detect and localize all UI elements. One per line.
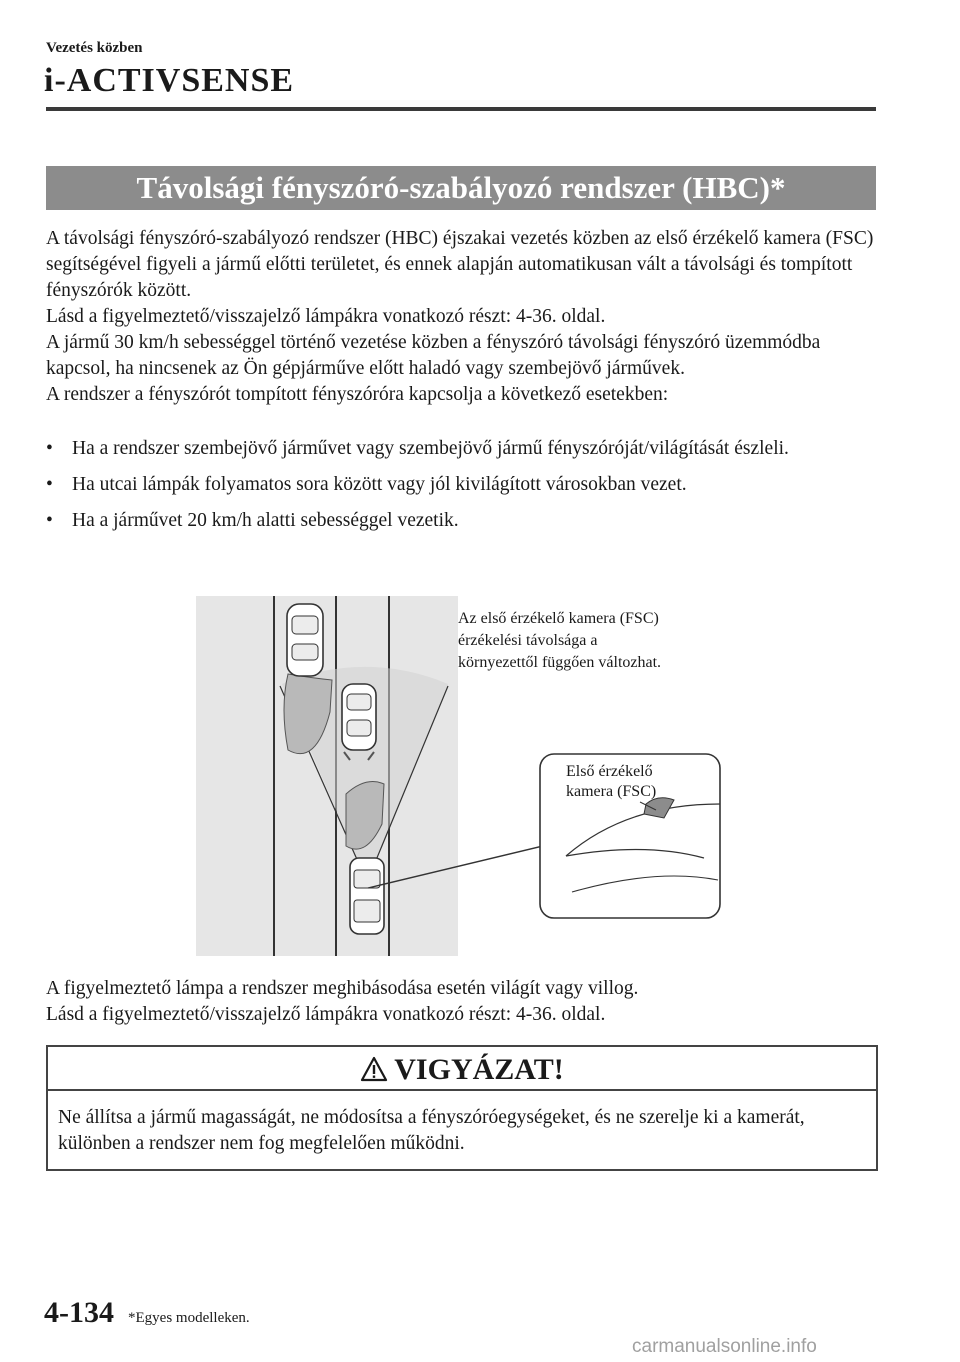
condition-list bbox=[46, 436, 876, 544]
chapter-rule bbox=[46, 107, 876, 111]
section-label: Vezetés közben bbox=[46, 40, 143, 56]
own-vehicle bbox=[350, 858, 384, 934]
list-item-text: Ha utcai lámpák folyamatos sora között vagy jól kivilágított városokban vezet. bbox=[72, 474, 687, 495]
bullet-icon: • bbox=[46, 510, 53, 531]
footnote: *Egyes modelleken. bbox=[128, 1310, 250, 1326]
watermark: carmanualsonline.info bbox=[632, 1336, 817, 1357]
caution-text: Ne állítsa a jármű magasságát, ne módosítsa a fényszóróegységeket, és ne szerelje ki a kamerát, különben a rendszer nem fog megfelelően működni. bbox=[58, 1107, 805, 1154]
list-item bbox=[46, 472, 876, 498]
warning-lamp-text bbox=[46, 976, 876, 1028]
caution-heading-text: VIGYÁZAT! bbox=[394, 1053, 564, 1086]
paragraph: Lásd a figyelmeztető/visszajelző lámpákra vonatkozó részt: 4-36. oldal. bbox=[46, 306, 606, 327]
paragraph: A figyelmeztető lámpa a rendszer meghibásodása esetén világít vagy villog. bbox=[46, 978, 639, 999]
oncoming-vehicle bbox=[287, 604, 323, 676]
preceding-vehicle bbox=[342, 684, 376, 760]
list-item bbox=[46, 436, 876, 462]
camera-caption-line: Első érzékelő bbox=[566, 763, 653, 780]
warning-triangle-icon bbox=[360, 1056, 388, 1082]
range-caption-line: érzékelési távolsága a bbox=[458, 632, 598, 649]
section-title-banner: Távolsági fényszóró-szabályozó rendszer (HBC)* bbox=[46, 166, 876, 210]
range-caption-line: környezettől függően változhat. bbox=[458, 654, 662, 671]
caution-heading bbox=[48, 1047, 876, 1091]
chapter-title: i-ACTIVSENSE bbox=[44, 62, 295, 99]
caution-box bbox=[46, 1045, 878, 1171]
range-caption-line: Az első érzékelő kamera (FSC) bbox=[458, 610, 659, 627]
paragraph: Lásd a figyelmeztető/visszajelző lámpákra vonatkozó részt: 4-36. oldal. bbox=[46, 1004, 606, 1025]
paragraph: A rendszer a fényszórót tompított fényszóróra kapcsolja a következő esetekben: bbox=[46, 384, 669, 405]
list-item bbox=[46, 508, 876, 534]
hbc-illustration bbox=[196, 596, 730, 956]
bullet-icon: • bbox=[46, 474, 53, 495]
list-item-text: Ha a rendszer szembejövő járművet vagy szembejövő jármű fényszóróját/világítását észleli. bbox=[72, 438, 789, 459]
camera-caption-line: kamera (FSC) bbox=[566, 783, 657, 800]
paragraph: A távolsági fényszóró-szabályozó rendszer (HBC) éjszakai vezetés közben az első érzékelő kamera (FSC) segítségével figyeli a jármű előtti területet, és ennek alapján automatikusan vált a távolsági és tompított fényszórók között. bbox=[46, 228, 874, 301]
page-number: 4-134 bbox=[44, 1296, 114, 1329]
bullet-icon: • bbox=[46, 438, 53, 459]
intro-text bbox=[46, 226, 876, 408]
paragraph: A jármű 30 km/h sebességgel történő vezetése közben a fényszóró távolsági fényszóró üzemmódba kapcsol, ha nincsenek az Ön gépjárműve előtt haladó vagy szembejövő járművek. bbox=[46, 332, 821, 379]
list-item-text: Ha a járművet 20 km/h alatti sebességgel vezetik. bbox=[72, 510, 459, 531]
